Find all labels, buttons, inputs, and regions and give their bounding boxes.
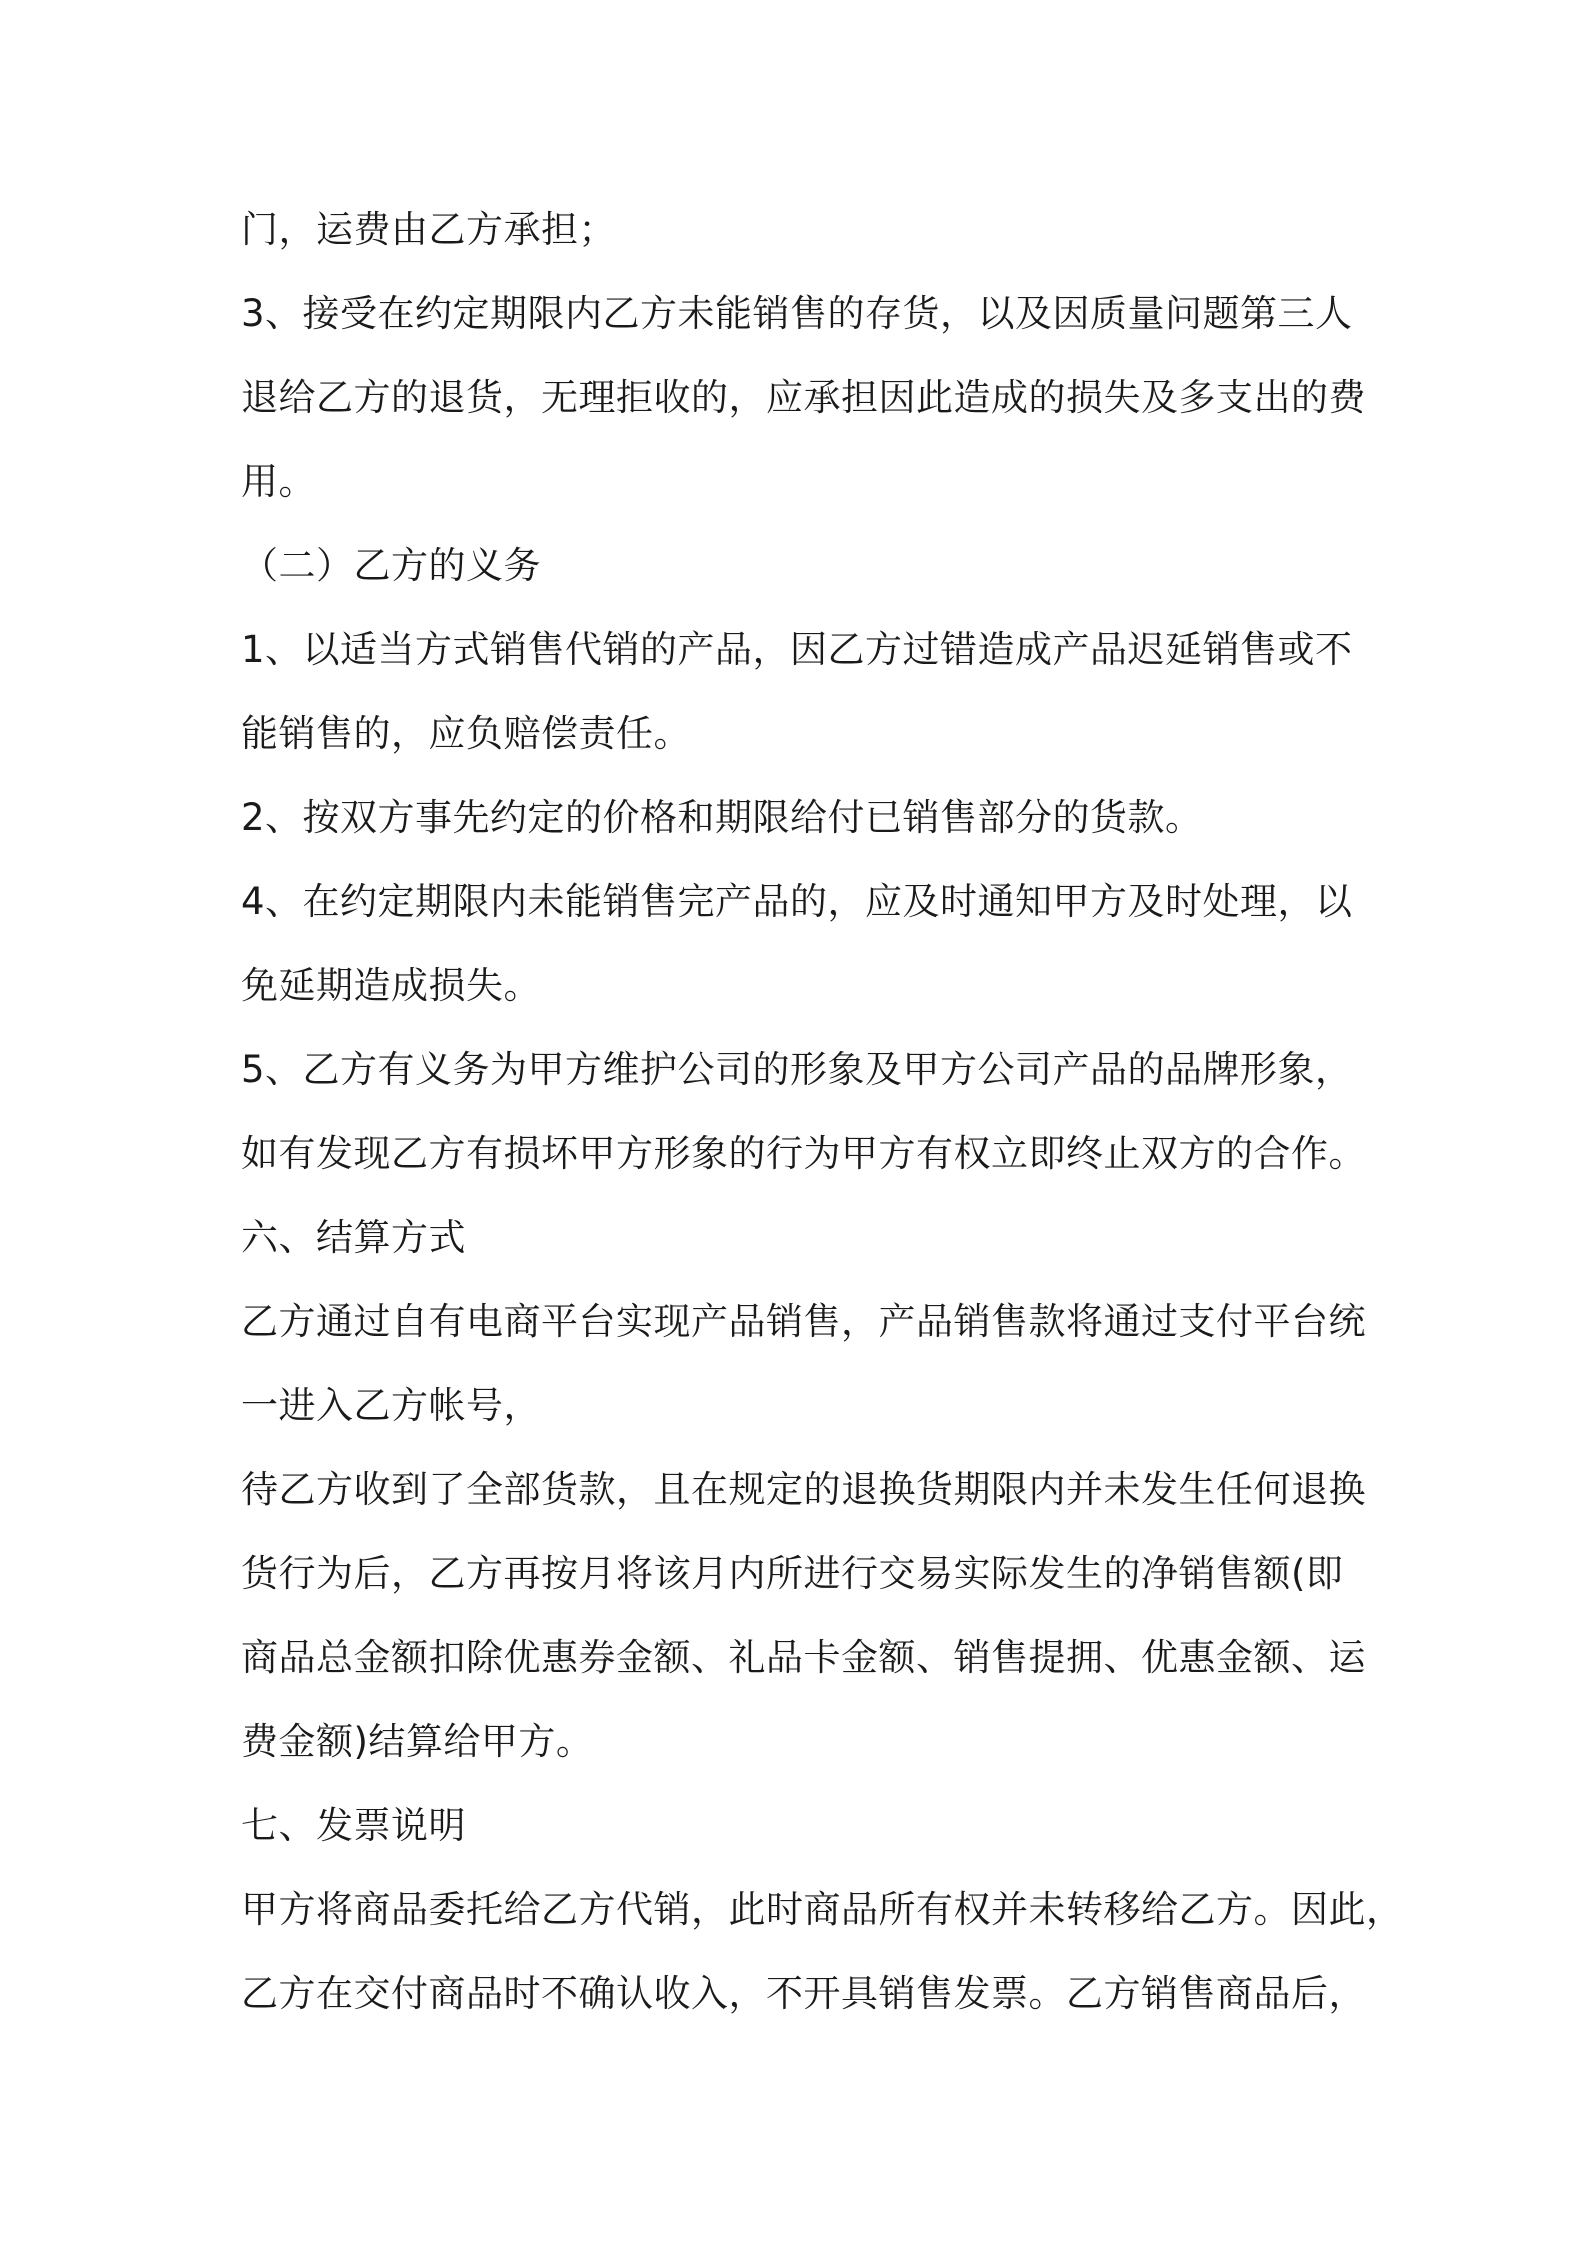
text-line: 门，运费由乙方承担； bbox=[241, 208, 616, 251]
text-line: 4、在约定期限内未能销售完产品的，应及时通知甲方及时处理，以 bbox=[241, 880, 1353, 923]
document-body bbox=[241, 188, 1404, 2036]
text-line: 货行为后，乙方再按月将该月内所进行交易实际发生的净销售额(即 bbox=[241, 1552, 1344, 1595]
text-line: 待乙方收到了全部货款，且在规定的退换货期限内并未发生任何退换 bbox=[241, 1468, 1366, 1511]
text-line: 能销售的，应负赔偿责任。 bbox=[241, 712, 691, 755]
text-line: 免延期造成损失。 bbox=[241, 964, 541, 1007]
text-line: 如有发现乙方有损坏甲方形象的行为甲方有权立即终止双方的合作。 bbox=[241, 1132, 1366, 1175]
text-line: 用。 bbox=[241, 460, 316, 503]
text-line: 乙方通过自有电商平台实现产品销售，产品销售款将通过支付平台统 bbox=[241, 1300, 1366, 1343]
text-line: 1、以适当方式销售代销的产品，因乙方过错造成产品迟延销售或不 bbox=[241, 628, 1353, 671]
text-line: 退给乙方的退货，无理拒收的，应承担因此造成的损失及多支出的费 bbox=[241, 376, 1366, 419]
text-line: 乙方在交付商品时不确认收入，不开具销售发票。乙方销售商品后， bbox=[241, 1972, 1366, 2015]
text-line: 3、接受在约定期限内乙方未能销售的存货，以及因质量问题第三人 bbox=[241, 292, 1353, 335]
text-line: 甲方将商品委托给乙方代销，此时商品所有权并未转移给乙方。因此， bbox=[241, 1888, 1404, 1931]
text-line: 费金额)结算给甲方。 bbox=[241, 1720, 594, 1763]
text-line: 一进入乙方帐号， bbox=[241, 1384, 541, 1427]
text-line: 2、按双方事先约定的价格和期限给付已销售部分的货款。 bbox=[241, 796, 1203, 839]
text-line: 商品总金额扣除优惠券金额、礼品卡金额、销售提拥、优惠金额、运 bbox=[241, 1636, 1366, 1679]
section-heading: （二）乙方的义务 bbox=[241, 544, 541, 587]
section-heading: 七、发票说明 bbox=[241, 1804, 466, 1847]
section-heading: 六、结算方式 bbox=[241, 1216, 466, 1259]
text-line: 5、乙方有义务为甲方维护公司的形象及甲方公司产品的品牌形象， bbox=[241, 1048, 1353, 1091]
